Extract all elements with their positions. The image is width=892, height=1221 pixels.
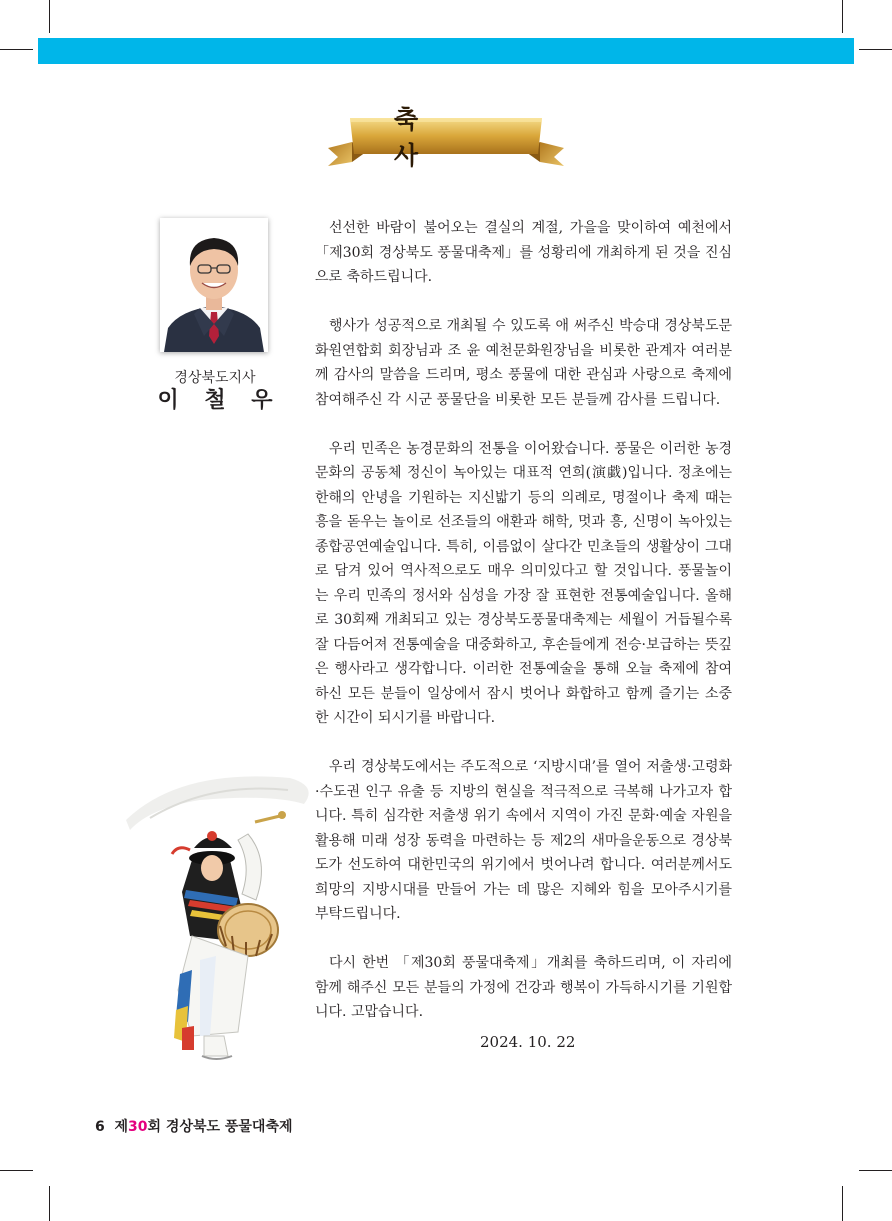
letter-body: [315, 216, 732, 1049]
edition-number: 30: [128, 1119, 148, 1135]
author-portrait: [160, 218, 268, 352]
page-title: 축 사: [394, 105, 461, 170]
author-position: 경상북도지사: [174, 370, 256, 386]
page-footer: [95, 1116, 293, 1136]
crop-mark: [49, 0, 50, 33]
crop-mark: [859, 1170, 892, 1171]
farmers-dance-illustration: [120, 760, 325, 1065]
crop-mark: [0, 49, 33, 50]
paragraph: 다시 한번 「제30회 풍물대축제」개최를 축하드리며, 이 자리에 함께 해주신 모든 분들의 가정에 건강과 행복이 가득하시기를 기원합니다. 고맙습니다.: [315, 955, 732, 1020]
crop-mark: [49, 1186, 50, 1221]
paragraph: 행사가 성공적으로 개최될 수 있도록 애 써주신 박승대 경상북도문화원연합회 회장님과 조 윤 예천문화원장님을 비롯한 관계자 여러분께 감사의 말씀을 드리며, 평소 풍물에 대한 관심과 사랑으로 축제에 참여해주신 각 시군 풍물단을 비롯한 모든 분들께 감사를 드립니다.: [315, 318, 732, 408]
crop-mark: [842, 1186, 843, 1221]
crop-mark: [0, 1170, 33, 1171]
page-number: 6: [95, 1119, 105, 1135]
letter-date: 2024. 10. 22: [480, 1033, 576, 1051]
paragraph: 우리 경상북도에서는 주도적으로 ‘지방시대’를 열어 저출생·고령화·수도권 인구 유출 등 지방의 현실을 적극적으로 극복해 나가고자 합니다. 특히 심각한 저출생 위기 속에서 지역이 가진 문화·예술 자원을 활용해 미래 성장 동력을 마련하는 등 제2의 새마을운동으로 경상북도가 선도하여 대한민국의 위기에서 벗어나려 합니다. 여러분께서도 희망의 지방시대를 만들어 가는 데 많은 지혜와 힘을 모아주시기를 부탁드립니다.: [315, 759, 732, 922]
paragraph: 우리 민족은 농경문화의 전통을 이어왔습니다. 풍물은 이러한 농경문화의 공동체 정신이 녹아있는 대표적 연희(演戱)입니다. 정초에는 한해의 안녕을 기원하는 지신밟기 등의 의례로, 명절이나 축제 때는 흥을 돋우는 놀이로 선조들의 애환과 해학, 멋과 흥, 신명이 녹아있는 종합공연예술입니다. 특히, 이름없이 살다간 민초들의 생활상이 그대로 담겨 있어 역사적으로도 매우 의미있다고 할 것입니다. 풍물놀이는 우리 민족의 정서와 심성을 가장 잘 표현한 전통예술입니다. 올해로 30회째 개최되고 있는 경상북도풍물대축제는 세월이 거듭될수록 잘 다듬어져 전통예술을 대중화하고, 후손들에게 전승·보급하는 뜻깊은 행사라고 생각합니다. 이러한 전통예술을 통해 오늘 축제에 참여하신 모든 분들이 일상에서 잠시 벗어나 화합하고 함께 즐기는 소중한 시간이 되시기를 바랍니다.: [315, 440, 732, 726]
author-name: 이 철 우: [157, 388, 282, 413]
footer-prefix: 제: [114, 1119, 129, 1135]
header-color-bar: [38, 38, 854, 64]
paragraph: 선선한 바람이 불어오는 결실의 계절, 가을을 맞이하여 예천에서 「제30회 경상북도 풍물대축제」를 성황리에 개최하게 된 것을 진심으로 축하드립니다.: [315, 220, 732, 285]
crop-mark: [842, 0, 843, 33]
footer-title: 회 경상북도 풍물대축제: [147, 1119, 293, 1135]
crop-mark: [859, 49, 892, 50]
